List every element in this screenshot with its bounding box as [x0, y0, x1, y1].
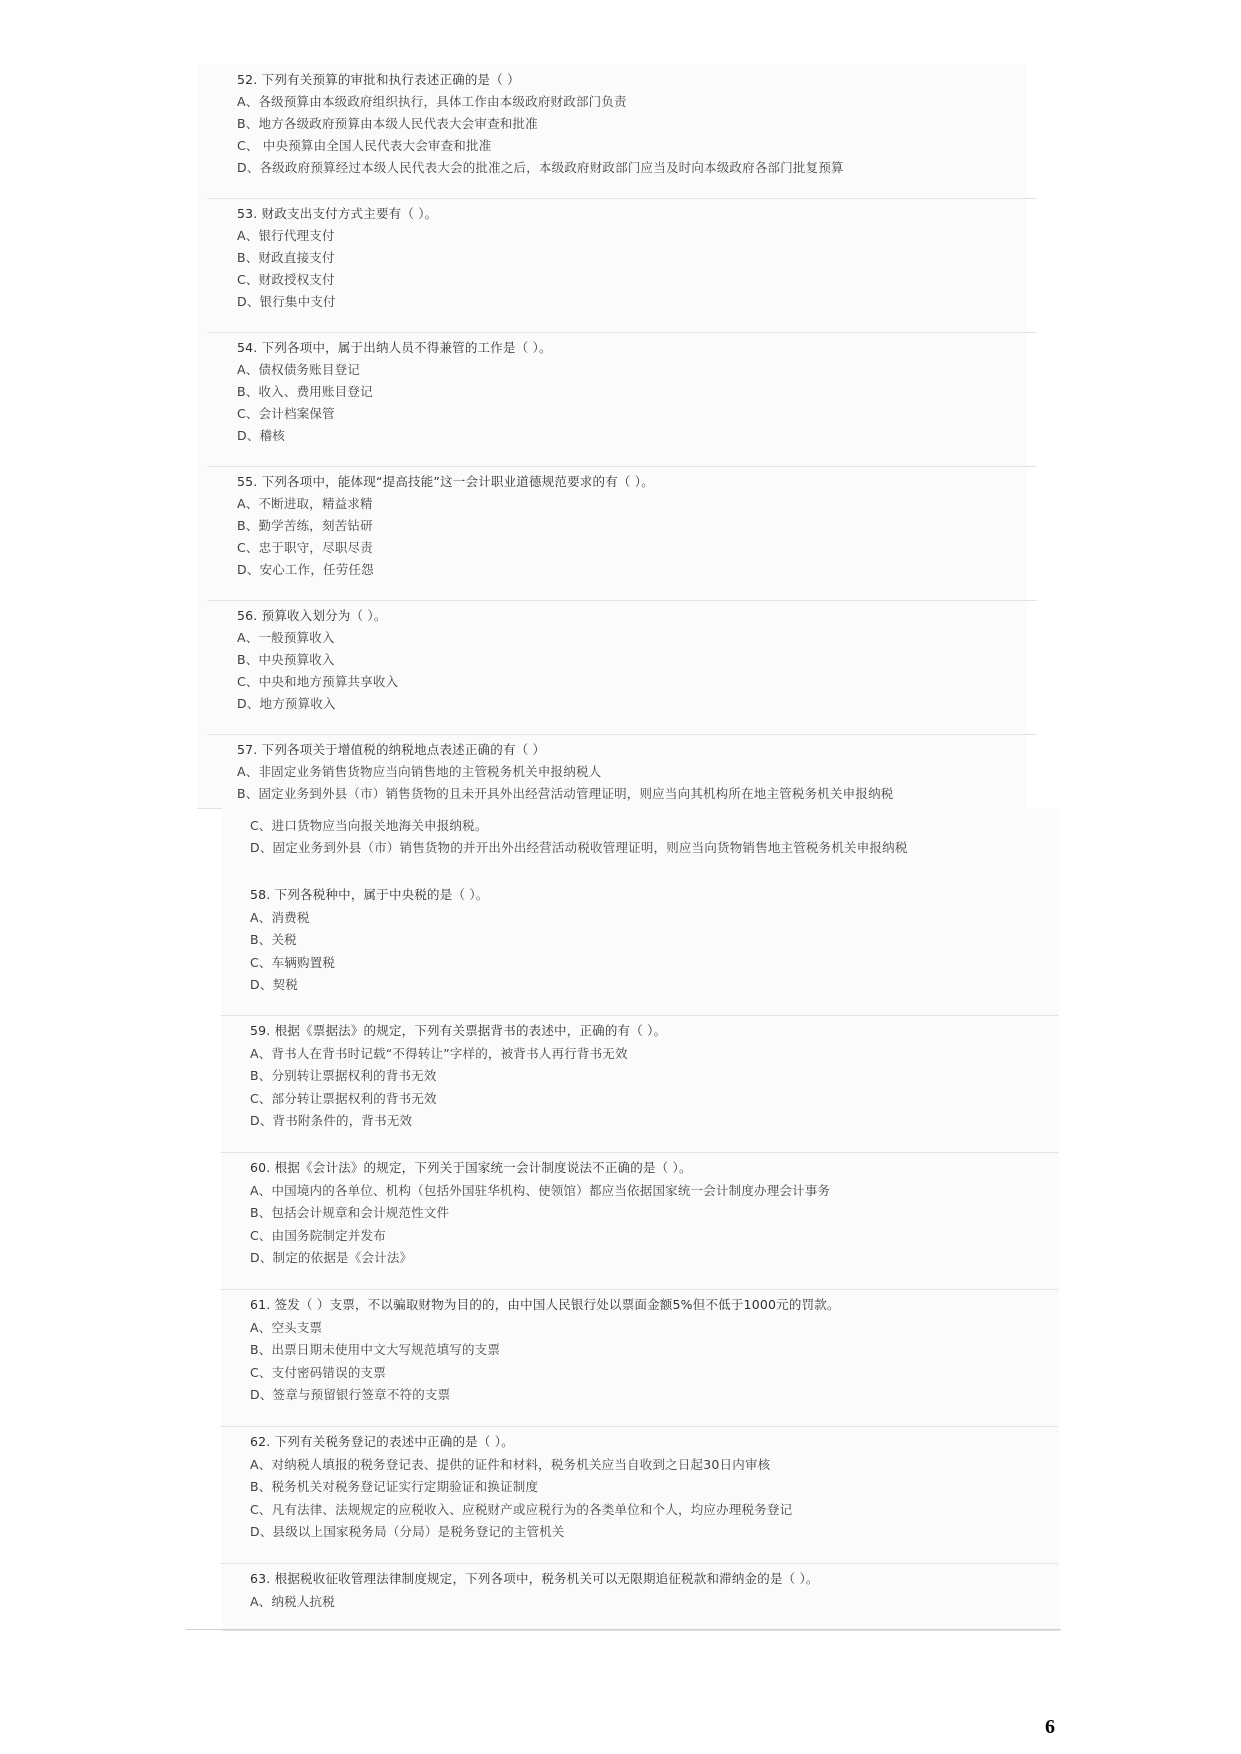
question-option: B、勤学苦练，刻苦钻研 [237, 518, 373, 533]
question-stem: 60. 根据《会计法》的规定，下列关于国家统一会计制度说法不正确的是（ ）。 [250, 1160, 692, 1175]
bottom-rule [186, 1629, 1061, 1630]
question-option: A、银行代理支付 [237, 228, 335, 243]
question-option: C、忠于职守，尽职尽责 [237, 540, 373, 555]
question-option: A、不断进取，精益求精 [237, 496, 373, 511]
question-option: C、 中央预算由全国人民代表大会审查和批准 [237, 138, 492, 153]
question-option: C、由国务院制定并发布 [250, 1227, 386, 1243]
question-option: C、凡有法律、法规规定的应税收入、应税财产或应税行为的各类单位和个人，均应办理税务登记 [250, 1501, 793, 1517]
question-option: B、收入、费用账目登记 [237, 384, 373, 399]
question-separator [207, 600, 1037, 601]
question-option: B、财政直接支付 [237, 250, 335, 265]
question-option: A、一般预算收入 [237, 630, 335, 645]
question-option: D、背书附条件的，背书无效 [250, 1113, 413, 1128]
question-option: D、安心工作，任劳任怨 [237, 562, 374, 577]
question-option: A、空头支票 [250, 1319, 323, 1335]
question-option: C、中央和地方预算共享收入 [237, 674, 399, 689]
question-separator [220, 1015, 1058, 1016]
question-stem: 55. 下列各项中，能体现“提高技能”这一会计职业道德规范要求的有（ ）。 [237, 474, 654, 489]
question-option: C、车辆购置税 [250, 954, 336, 970]
question-separator [220, 1563, 1058, 1564]
question-separator [207, 332, 1037, 333]
question-option: B、出票日期未使用中文大写规范填写的支票 [250, 1342, 501, 1357]
question-stem: 62. 下列有关税务登记的表述中正确的是（ ）。 [250, 1434, 514, 1449]
question-separator [220, 1289, 1058, 1290]
question-stem: 58. 下列各税种中，属于中央税的是（ ）。 [250, 887, 489, 902]
question-option: B、税务机关对税务登记证实行定期验证和换证制度 [250, 1479, 539, 1494]
question-option: D、地方预算收入 [237, 696, 336, 711]
question-option: B、中央预算收入 [237, 652, 335, 667]
question-stem: 57. 下列各项关于增值税的纳税地点表述正确的有（ ） [237, 742, 546, 757]
question-stem: 56. 预算收入划分为（ ）。 [237, 608, 387, 623]
question-option: A、各级预算由本级政府组织执行，具体工作由本级政府财政部门负责 [237, 94, 627, 109]
question-separator [207, 198, 1037, 199]
question-option: C、支付密码错误的支票 [250, 1364, 386, 1380]
page-number: 6 [1045, 1716, 1055, 1738]
question-option: A、背书人在背书时记载“不得转让”字样的，被背书人再行背书无效 [250, 1045, 628, 1061]
question-option: D、制定的依据是《会计法》 [250, 1250, 413, 1265]
question-option: C、进口货物应当向报关地海关申报纳税。 [250, 818, 488, 833]
question-option: C、财政授权支付 [237, 272, 335, 287]
question-option: A、中国境内的各单位、机构（包括外国驻华机构、使领馆）都应当依据国家统一会计制度办理会计事务 [250, 1182, 831, 1198]
question-option: B、分别转让票据权利的背书无效 [250, 1068, 437, 1083]
question-separator [220, 1152, 1058, 1153]
question-option: A、纳税人抗税 [250, 1593, 335, 1609]
question-option: D、固定业务到外县（市）销售货物的并开出外出经营活动税收管理证明，则应当向货物销售地主管税务机关申报纳税 [250, 840, 908, 855]
question-stem: 59. 根据《票据法》的规定，下列有关票据背书的表述中，正确的有（ ）。 [250, 1023, 667, 1038]
question-stem: 52. 下列有关预算的审批和执行表述正确的是（ ） [237, 72, 520, 87]
question-separator [220, 1426, 1058, 1427]
question-stem: 54. 下列各项中，属于出纳人员不得兼管的工作是（ ）。 [237, 340, 552, 355]
question-option: D、银行集中支付 [237, 294, 336, 309]
question-option: B、关税 [250, 932, 297, 947]
question-option: C、部分转让票据权利的背书无效 [250, 1090, 437, 1106]
question-option: B、固定业务到外县（市）销售货物的且未开具外出经营活动管理证明，则应当向其机构所在地主管税务机关申报纳税 [237, 786, 894, 801]
question-stem: 53. 财政支出支付方式主要有（ ）。 [237, 206, 438, 221]
question-option: A、债权债务账目登记 [237, 362, 361, 377]
question-option: A、非固定业务销售货物应当向销售地的主管税务机关申报纳税人 [237, 764, 602, 779]
question-separator [207, 466, 1037, 467]
question-stem: 63. 根据税收征收管理法律制度规定，下列各项中，税务机关可以无限期追征税款和滞纳金的是（ ）。 [250, 1571, 819, 1586]
question-option: D、县级以上国家税务局（分局）是税务登记的主管机关 [250, 1524, 565, 1539]
question-separator [207, 734, 1037, 735]
question-option: C、会计档案保管 [237, 406, 335, 421]
question-option: A、消费税 [250, 909, 310, 925]
question-option: B、包括会计规章和会计规范性文件 [250, 1205, 450, 1220]
question-option: D、契税 [250, 977, 298, 992]
question-option: D、稽核 [237, 428, 285, 443]
question-option: B、地方各级政府预算由本级人民代表大会审查和批准 [237, 116, 538, 131]
question-option: D、各级政府预算经过本级人民代表大会的批准之后，本级政府财政部门应当及时向本级政府各部门批复预算 [237, 160, 844, 175]
question-stem: 61. 签发（ ）支票，不以骗取财物为目的的，由中国人民银行处以票面金额5%但不低于1000元的罚款。 [250, 1297, 840, 1312]
question-option: A、对纳税人填报的税务登记表、提供的证件和材料，税务机关应当自收到之日起30日内审核 [250, 1456, 771, 1472]
question-option: D、签章与预留银行签章不符的支票 [250, 1387, 451, 1402]
